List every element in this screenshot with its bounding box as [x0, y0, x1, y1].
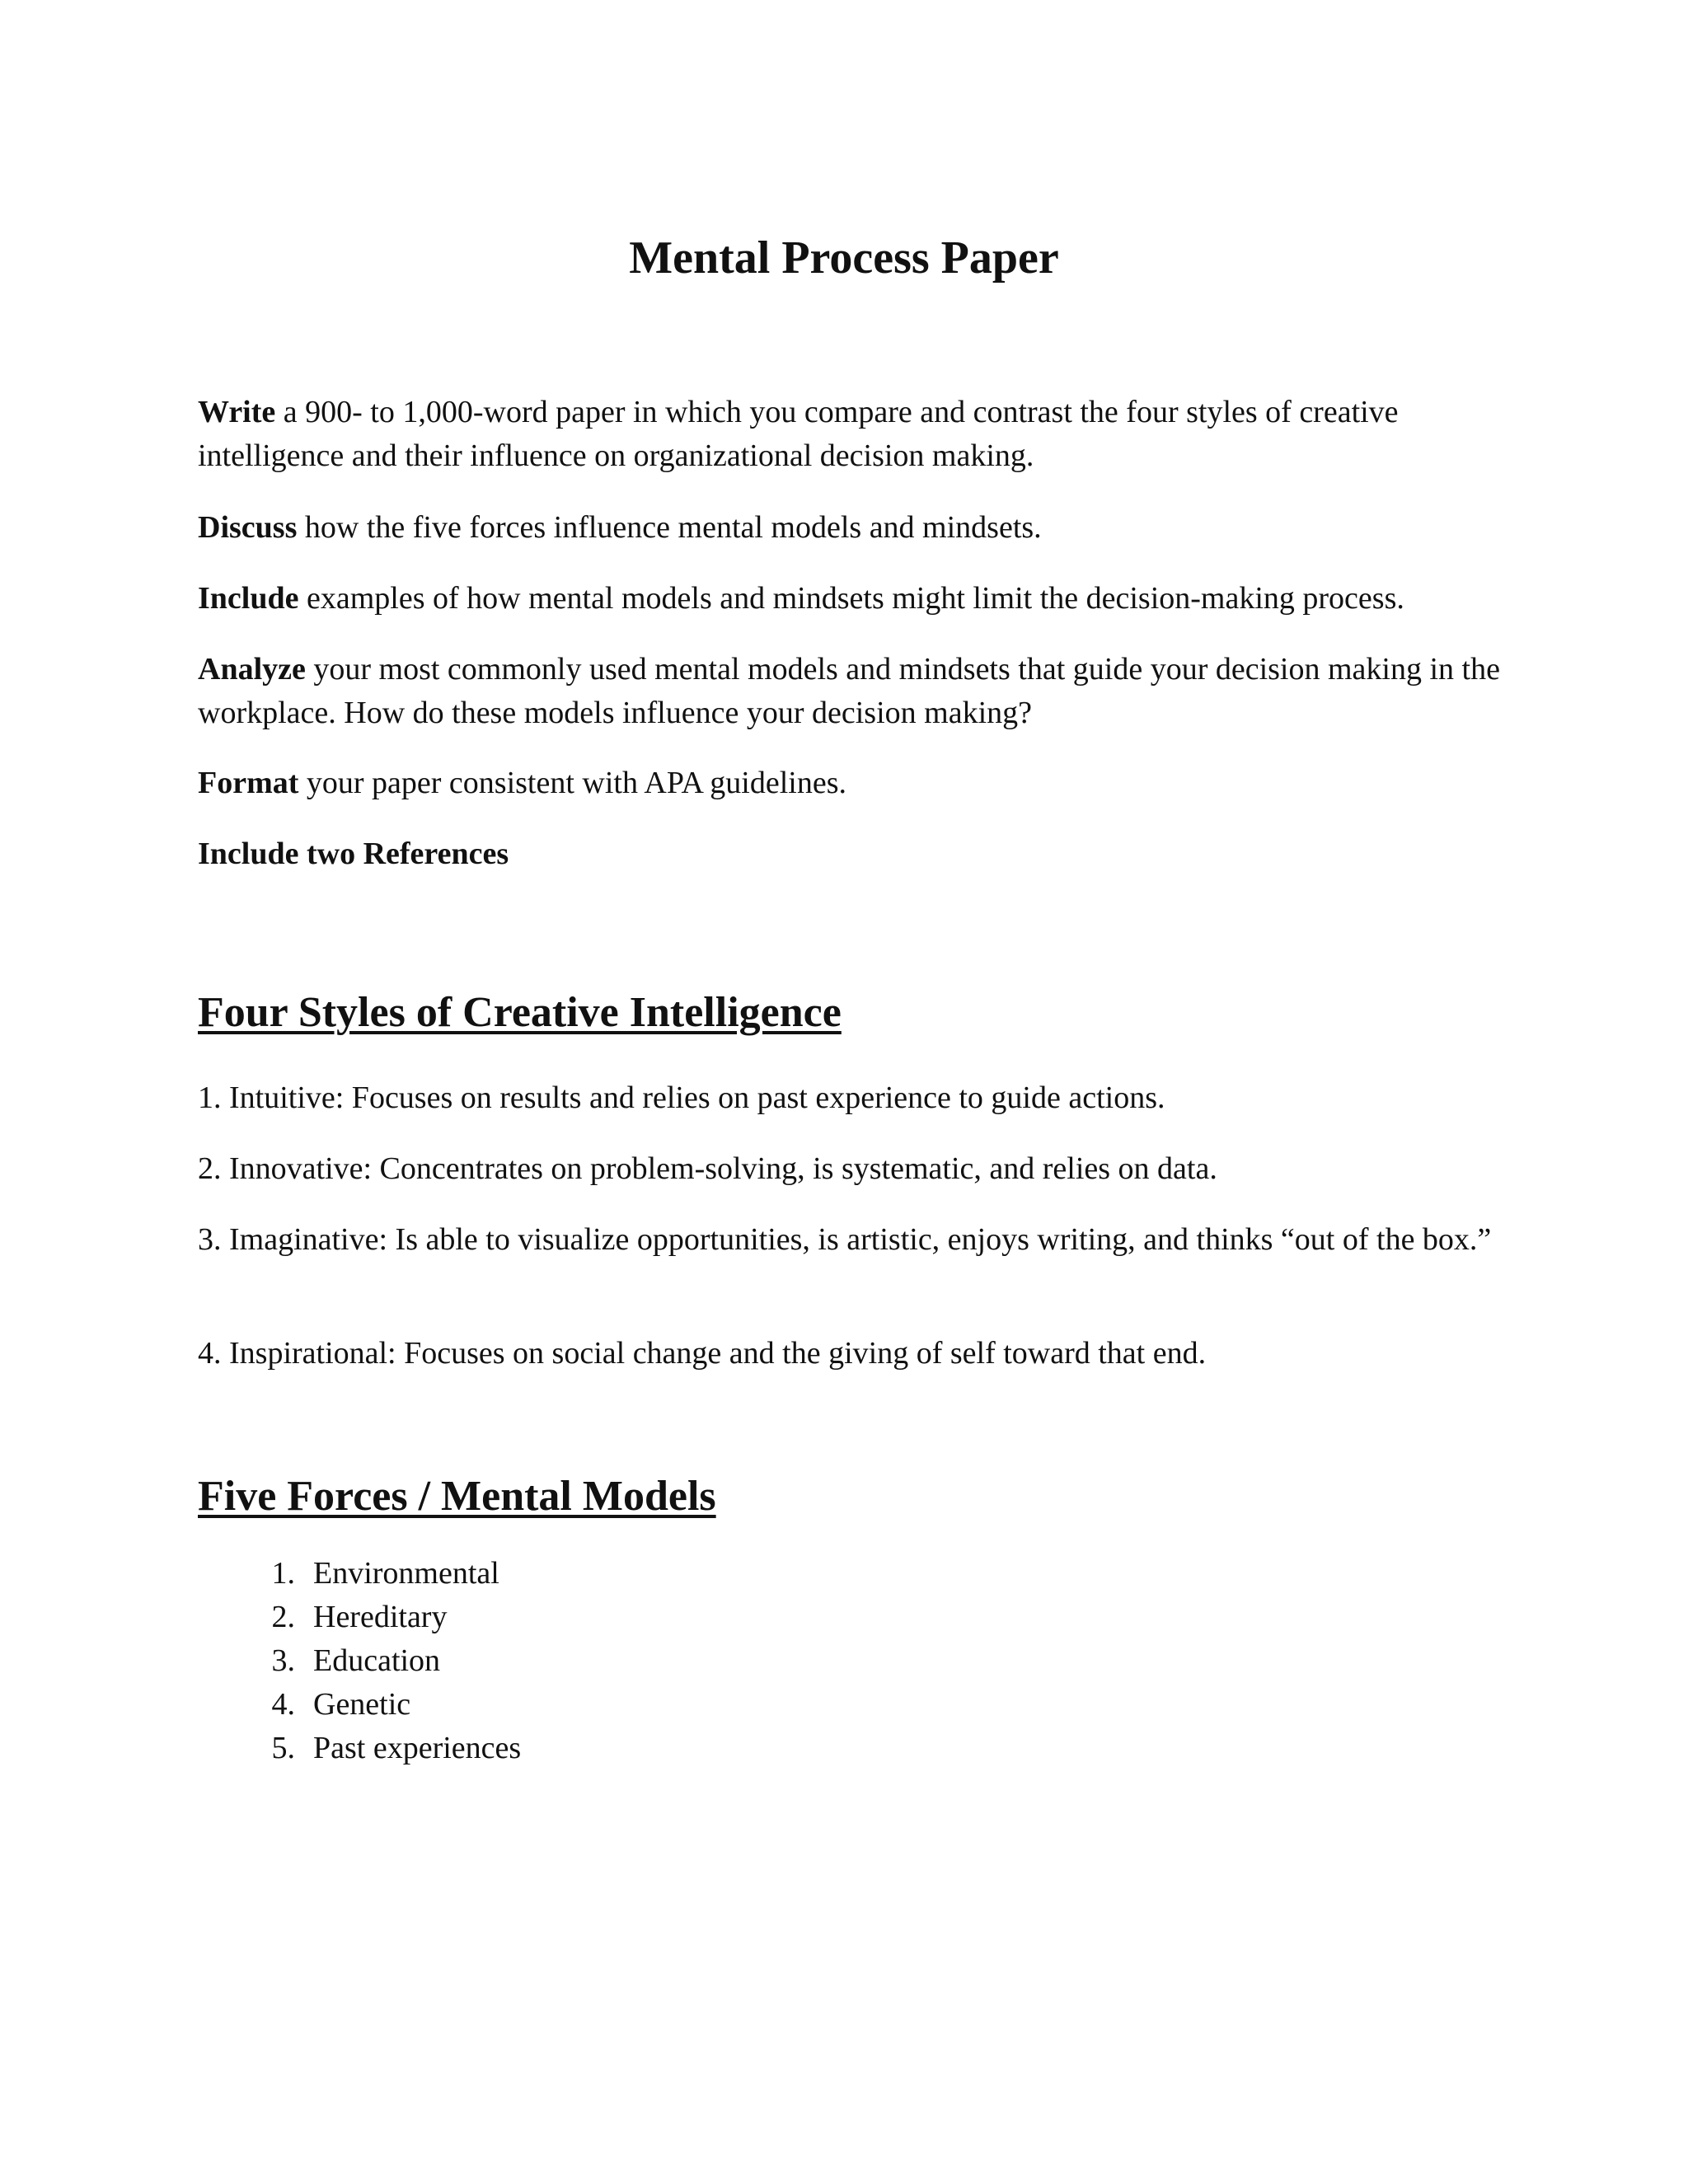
list-label: Genetic — [313, 1687, 411, 1722]
instruction-discuss — [198, 506, 1500, 550]
instruction-include — [198, 577, 1500, 621]
list-item — [198, 1596, 521, 1639]
list-item: 1. Intuitive: Focuses on results and relies on past experience to guide actions. — [198, 1080, 1165, 1115]
instruction-text: a 900- to 1,000-word paper in which you compare and contrast the four styles of creative intelligence and their influence on organizational decision making. — [198, 395, 1399, 473]
list-item — [198, 1639, 521, 1683]
list-number: 4. — [271, 1687, 295, 1722]
instruction-write — [198, 391, 1500, 478]
instruction-text: examples of how mental models and mindsets might limit the decision-making process. — [298, 581, 1404, 616]
section-heading-creative-styles: Four Styles of Creative Intelligence — [198, 989, 842, 1036]
instruction-verb: Include — [198, 581, 299, 616]
section-heading-five-forces: Five Forces / Mental Models — [198, 1473, 716, 1520]
list-label: Environmental — [313, 1556, 499, 1591]
list-label: Hereditary — [313, 1600, 448, 1634]
list-number: 2. — [271, 1600, 295, 1634]
instruction-verb: Format — [198, 766, 299, 800]
list-number: 5. — [271, 1731, 295, 1765]
instruction-text: how the five forces influence mental models and mindsets. — [297, 510, 1042, 545]
list-item — [198, 1552, 521, 1596]
list-item — [198, 1683, 521, 1727]
instruction-analyze — [198, 648, 1500, 735]
list-item: 2. Innovative: Concentrates on problem-solving, is systematic, and relies on data. — [198, 1151, 1217, 1186]
instruction-verb: Analyze — [198, 652, 306, 687]
five-forces-list — [198, 1552, 521, 1770]
list-number: 1. — [271, 1556, 295, 1591]
list-item: 3. Imaginative: Is able to visualize opportunities, is artistic, enjoys writing, and thinks “out of the box.” — [198, 1222, 1492, 1257]
instruction-text: your most commonly used mental models and mindsets that guide your decision making in the workplace. How do these models influence your decision making? — [198, 652, 1500, 730]
instruction-text: your paper consistent with APA guidelines. — [298, 766, 847, 800]
page-title: Mental Process Paper — [629, 232, 1059, 284]
instruction-references — [198, 832, 1500, 876]
instruction-verb: Include two References — [198, 837, 509, 871]
instruction-verb: Write — [198, 395, 276, 429]
instruction-verb: Discuss — [198, 510, 298, 545]
list-item — [198, 1727, 521, 1770]
instruction-format — [198, 762, 1500, 805]
list-label: Past experiences — [313, 1731, 522, 1765]
list-label: Education — [313, 1643, 441, 1678]
list-item: 4. Inspirational: Focuses on social change and the giving of self toward that end. — [198, 1336, 1207, 1371]
list-number: 3. — [271, 1643, 295, 1678]
